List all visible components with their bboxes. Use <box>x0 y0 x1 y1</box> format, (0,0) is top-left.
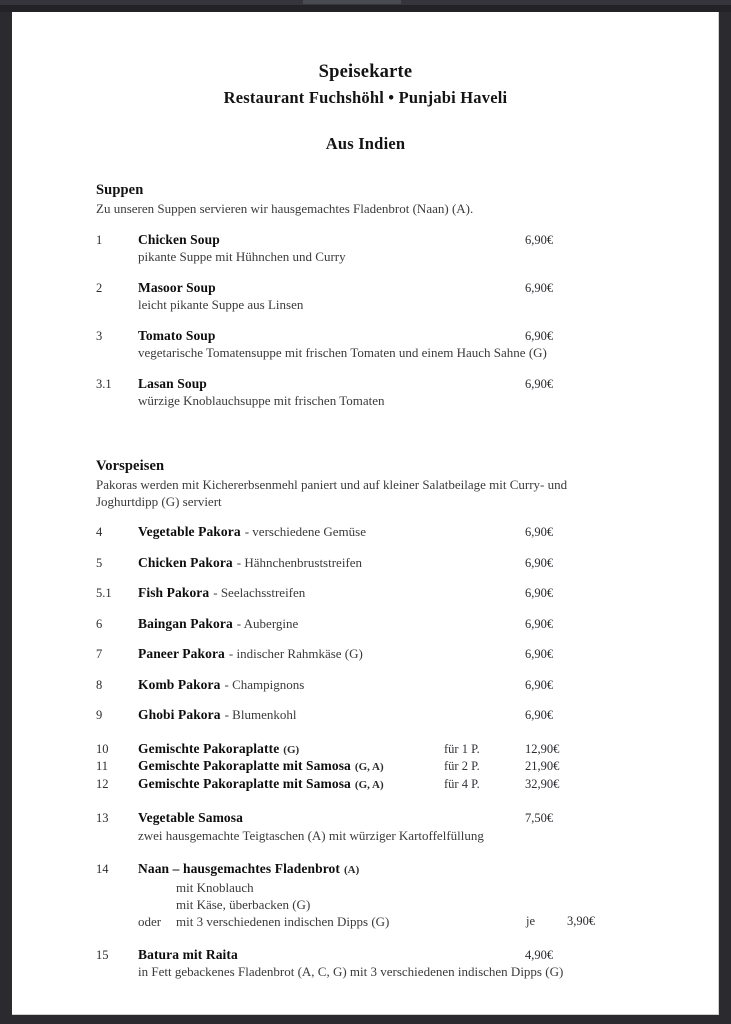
item-number: 12 <box>96 776 109 791</box>
item-number: 14 <box>96 862 109 877</box>
menu-page <box>12 12 719 1015</box>
item-name: Chicken Soup <box>138 231 220 247</box>
item-description: zwei hausgemachte Teigtaschen (A) mit würziger Kartoffelfüllung <box>138 827 484 843</box>
item-number: 1 <box>96 232 103 247</box>
menu-item[interactable] <box>96 524 659 541</box>
item-price: 21,90€ <box>525 759 560 774</box>
section-heading: Vorspeisen <box>96 457 165 474</box>
item-number: 9 <box>96 708 103 723</box>
item-list-vorspeisen <box>96 524 659 981</box>
cuisine-heading: Aus Indien <box>325 134 406 154</box>
menu-item[interactable] <box>96 677 659 694</box>
item-allergens: (G, A) <box>354 761 384 774</box>
item-name: Naan – hausgemachtes Fladenbrot <box>138 861 340 877</box>
section-heading: Suppen <box>96 182 144 199</box>
viewer-tab[interactable] <box>303 0 401 4</box>
menu-item[interactable] <box>96 776 659 794</box>
menu-item[interactable] <box>96 280 659 314</box>
item-price: 6,90€ <box>525 555 554 570</box>
variant-text: mit Knoblauch <box>176 879 254 895</box>
menu-content <box>12 182 719 980</box>
item-price: 32,90€ <box>525 776 560 791</box>
section-suppen <box>96 182 659 409</box>
restaurant-name: Restaurant Fuchshöhl • Punjabi Haveli <box>223 87 508 107</box>
item-name: Masoor Soup <box>138 279 216 295</box>
item-number: 6 <box>96 616 103 631</box>
section-note-text: Zu unseren Suppen servieren wir hausgemachtes Fladenbrot (Naan) (A). <box>96 201 474 217</box>
menu-item[interactable] <box>96 646 659 663</box>
item-number: 5 <box>96 555 103 570</box>
item-number: 7 <box>96 647 103 662</box>
price-unit: je <box>526 913 536 928</box>
item-price: 6,90€ <box>525 280 554 295</box>
item-number: 2 <box>96 280 103 295</box>
item-allergens: (G) <box>283 743 300 756</box>
item-description: vegetarische Tomatensuppe mit frischen Tomaten und einem Hauch Sahne (G) <box>138 345 547 361</box>
item-name: Komb Pakora <box>138 676 221 692</box>
item-name: Gemischte Pakoraplatte mit Samosa <box>138 775 351 791</box>
item-price: 7,50€ <box>525 811 554 826</box>
item-name: Baingan Pakora <box>138 615 233 631</box>
item-number: 13 <box>96 811 109 826</box>
item-price: 6,90€ <box>525 708 554 723</box>
viewer-toolbar-shadow <box>0 5 731 12</box>
item-allergens: (A) <box>344 864 360 877</box>
section-vorspeisen <box>96 458 659 981</box>
item-price: 6,90€ <box>525 328 554 343</box>
item-price: 6,90€ <box>525 616 554 631</box>
item-name: Batura mit Raita <box>138 946 238 962</box>
menu-item[interactable] <box>96 616 659 633</box>
menu-item[interactable] <box>96 555 659 572</box>
page-title: Speisekarte <box>318 62 413 82</box>
item-price: 6,90€ <box>525 232 554 247</box>
menu-item[interactable] <box>96 232 659 266</box>
variant-text: mit Käse, überbacken (G) <box>176 896 311 912</box>
item-inline-description: - verschiedene Gemüse <box>244 524 366 540</box>
item-variant <box>138 896 659 913</box>
item-number: 3 <box>96 328 103 343</box>
item-price: 6,90€ <box>525 586 554 601</box>
item-name: Chicken Pakora <box>138 554 233 570</box>
item-number: 8 <box>96 677 103 692</box>
item-price: 12,90€ <box>525 741 560 756</box>
item-portion: für 4 P. <box>444 776 480 791</box>
item-name: Lasan Soup <box>138 375 207 391</box>
item-number: 5.1 <box>96 586 112 601</box>
menu-item[interactable] <box>96 328 659 362</box>
item-description: pikante Suppe mit Hühnchen und Curry <box>138 249 346 265</box>
section-note <box>96 200 601 217</box>
item-inline-description: - indischer Rahmkäse (G) <box>228 646 363 662</box>
item-inline-description: - Champignons <box>224 676 305 692</box>
item-description: leicht pikante Suppe aus Linsen <box>138 297 304 313</box>
item-portion: für 2 P. <box>444 759 480 774</box>
item-inline-description: - Aubergine <box>236 615 299 631</box>
item-number: 11 <box>96 759 109 774</box>
menu-item[interactable] <box>96 758 659 776</box>
menu-item[interactable] <box>96 585 659 602</box>
item-name: Vegetable Samosa <box>138 810 243 826</box>
item-price: 3,90€ <box>567 913 596 928</box>
item-name: Tomato Soup <box>138 327 216 343</box>
item-portion: für 1 P. <box>444 741 480 756</box>
menu-sheet <box>12 12 719 1015</box>
item-number: 10 <box>96 741 109 756</box>
item-price: 6,90€ <box>525 677 554 692</box>
item-variant <box>138 913 659 930</box>
item-name: Vegetable Pakora <box>138 524 241 540</box>
menu-header <box>12 12 719 109</box>
menu-item[interactable] <box>96 947 659 981</box>
item-name: Paneer Pakora <box>138 646 225 662</box>
item-list-suppen <box>96 232 659 410</box>
item-name: Ghobi Pakora <box>138 707 221 723</box>
item-description: würzige Knoblauchsuppe mit frischen Tomaten <box>138 393 385 409</box>
item-price: 4,90€ <box>525 947 554 962</box>
variant-text: mit 3 verschiedenen indischen Dipps (G) <box>176 913 390 929</box>
variant-lead: oder <box>138 913 162 929</box>
menu-item[interactable] <box>96 810 659 844</box>
menu-item[interactable] <box>96 707 659 724</box>
item-price: 6,90€ <box>525 647 554 662</box>
item-number: 15 <box>96 947 109 962</box>
item-description: in Fett gebackenes Fladenbrot (A, C, G) mit 3 verschiedenen indischen Dipps (G) <box>138 964 564 980</box>
item-name: Gemischte Pakoraplatte <box>138 740 280 756</box>
item-price: 6,90€ <box>525 525 554 540</box>
section-note: Pakoras werden mit Kichererbsenmehl paniert und auf kleiner Salatbeilage mit Curry- und Joghurtdipp (G) serviert <box>96 476 568 509</box>
item-inline-description: - Blumenkohl <box>224 707 297 723</box>
menu-item[interactable] <box>96 376 659 410</box>
item-name: Fish Pakora <box>138 585 210 601</box>
item-price: 6,90€ <box>525 376 554 391</box>
item-number: 3.1 <box>96 376 112 391</box>
item-inline-description: - Seelachsstreifen <box>213 585 306 601</box>
item-variant <box>138 879 659 896</box>
item-inline-description: - Hähnchenbruststreifen <box>236 554 363 570</box>
item-allergens: (G, A) <box>354 778 384 791</box>
menu-item[interactable] <box>96 861 659 930</box>
item-name: Gemischte Pakoraplatte mit Samosa <box>138 758 351 774</box>
item-number: 4 <box>96 525 103 540</box>
menu-item[interactable] <box>96 741 659 759</box>
